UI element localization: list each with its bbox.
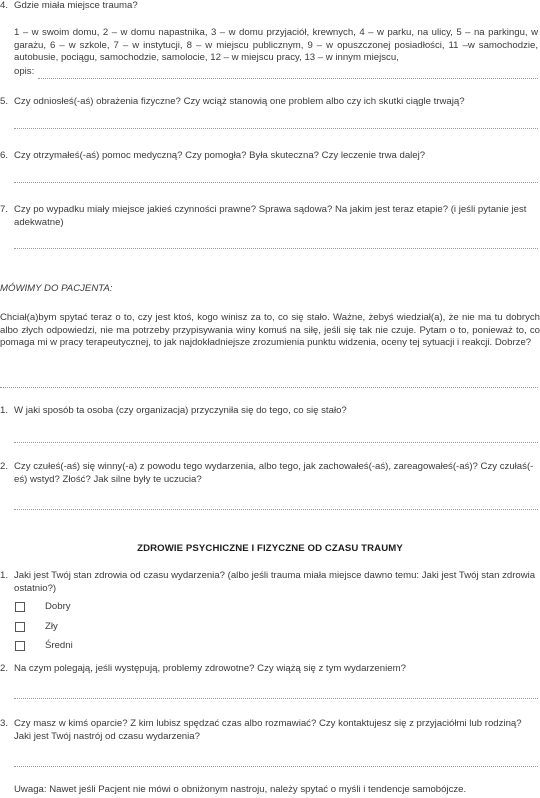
question-number: 1. [0, 570, 9, 581]
suicide-note: Uwaga: Nawet jeśli Pacjent nie mówi o obniżonym nastroju, należy spytać o myśli i tendencje samobójcze. [14, 784, 467, 795]
answer-line[interactable] [14, 698, 538, 699]
opis-line [14, 66, 538, 79]
blame-question-2 [0, 461, 540, 486]
question-text: Czy po wypadku miały miejsce jakieś czynności prawne? Sprawa sądowa? Na jakim jest teraz etapie? (i jeśli pytanie jest adekwatne) [14, 204, 527, 228]
answer-line[interactable] [14, 766, 538, 767]
answer-line[interactable] [14, 509, 538, 510]
answer-field[interactable] [38, 69, 538, 79]
question-number: 2. [0, 663, 9, 674]
question-text: Czy otrzymałeś(-aś) pomoc medyczną? Czy pomogła? Była skuteczna? Czy leczenie trwa dalej? [14, 150, 426, 161]
answer-line[interactable] [14, 182, 538, 183]
question-text: W jaki sposób ta osoba (czy organizacja) przyczyniła się do tego, co się stało? [14, 405, 347, 416]
option-zly[interactable] [15, 621, 58, 634]
health-question-3 [0, 718, 540, 743]
question-text: Gdzie miała miejsce trauma? [14, 0, 138, 11]
checkbox[interactable] [15, 641, 25, 651]
question-number: 5. [0, 96, 9, 107]
checkbox[interactable] [15, 602, 25, 612]
answer-line[interactable] [14, 128, 538, 129]
question-number: 3. [0, 718, 9, 729]
option-sredni[interactable] [15, 640, 73, 653]
question-text: Na czym polegają, jeśli występują, problemy zdrowotne? Czy wiążą się z tym wydarzeniem? [14, 663, 406, 674]
option-label: Zły [45, 621, 58, 632]
question-text: Czy czułeś(-aś) się winny(-a) z powodu tego wydarzenia, albo tego, jak zachowałeś(-aś), zareagowałeś(-aś)? Czy czułaś(-eś) wstyd? Złość? Jak silne były te uczucia? [14, 461, 534, 485]
question-text: Jaki jest Twój stan zdrowia od czasu wydarzenia? (albo jeśli trauma miała miejsce dawno temu: Jaki jest Twój stan zdrowia ostatnio?) [14, 570, 536, 594]
question-number: 1. [0, 405, 9, 416]
answer-line[interactable] [0, 387, 538, 388]
question-number: 4. [0, 0, 9, 11]
section-label: MÓWIMY DO PACJENTA: [0, 283, 113, 294]
option-label: Dobry [45, 601, 71, 612]
checkbox[interactable] [15, 622, 25, 632]
question-4 [0, 0, 540, 13]
option-dobry[interactable] [15, 601, 71, 614]
option-label: Średni [45, 640, 73, 651]
question-text: Czy masz w kimś oparcie? Z kim lubisz spędzać czas albo rozmawiać? Czy kontaktujesz się z przyjaciółmi lub rodziną? Jaki jest Twój nastrój od czasu wydarzenia? [14, 718, 522, 742]
section-heading: ZDROWIE PSYCHICZNE I FIZYCZNE OD CZASU TRAUMY [137, 543, 403, 554]
question-number: 2. [0, 461, 9, 472]
question-6 [0, 150, 540, 163]
answer-line[interactable] [14, 248, 538, 249]
question-5 [0, 96, 540, 109]
health-question-2 [0, 663, 540, 676]
health-question-1 [0, 570, 540, 595]
opis-label: opis: [14, 66, 35, 77]
question-text: Czy odniosłeś(-aś) obrażenia fizyczne? Czy wciąż stanowią one problem albo czy ich skutki ciągle trwają? [14, 96, 465, 107]
question-number: 7. [0, 204, 9, 215]
question-number: 6. [0, 150, 9, 161]
question-7 [0, 204, 540, 229]
place-options-text: 1 – w swoim domu, 2 – w domu napastnika, 3 – w domu przyjaciół, krewnych, 4 – w parku, na ulicy, 5 – na parkingu, w garażu, 6 – w szkole, 7 – w instytucji, 8 – w miejscu publicznym, 9 – w opuszczonej posiadłości, 11 –w samochodzie, autobusie, pociągu, samochodzie, samolocie, 12 – w miejscu pracy, 13 – w innym miejscu, [14, 27, 538, 64]
answer-line[interactable] [14, 442, 538, 443]
intro-paragraph: Chciał(a)bym spytać teraz o to, czy jest ktoś, kogo winisz za to, co się stało. Ważne, żebyś wiedział(a), że nie ma tu dobrych albo złych odpowiedzi, nie ma potrzeby przypisywania winy komuś na siłę, jeśli się tak nie czuje. Pytam o to, ponieważ to, co pomaga mi w pracy terapeutycznej, to jak najdokładniejsze zrozumienia punktu widzenia, oceny tej sytuacji i reakcji. Dobrze? [0, 312, 540, 349]
blame-question-1 [0, 405, 540, 418]
